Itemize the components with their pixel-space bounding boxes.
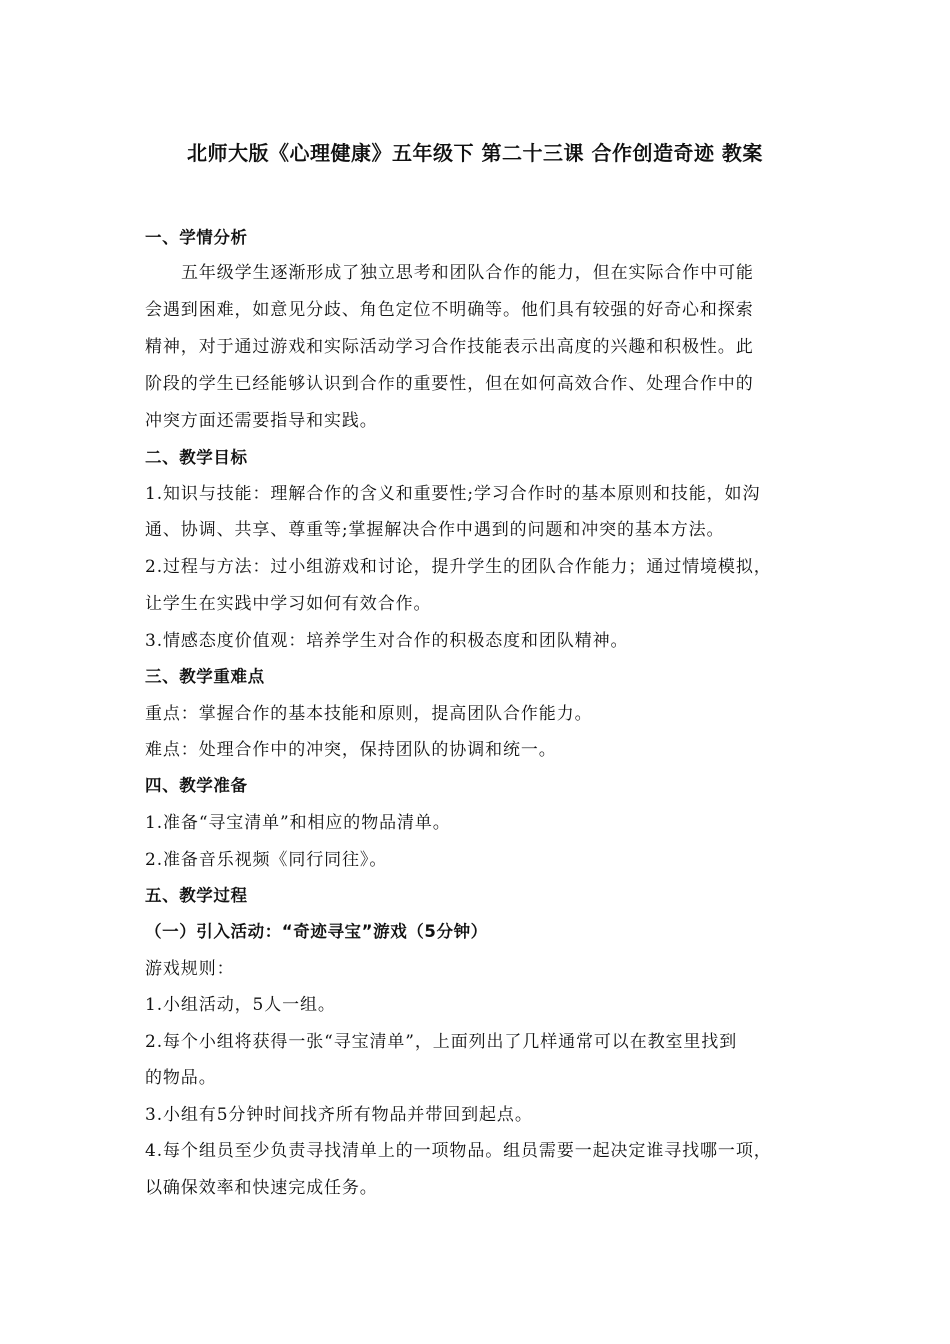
paragraph-line: 1.知识与技能：理解合作的含义和重要性;学习合作时的基本原则和技能，如沟: [145, 484, 761, 504]
paragraph-line: 重点：掌握合作的基本技能和原则，提高团队合作能力。: [145, 704, 593, 724]
section-heading-key-points: 三、教学重难点: [145, 667, 265, 686]
section-heading-objectives: 二、教学目标: [145, 448, 248, 467]
paragraph-line: 的物品。: [145, 1068, 217, 1088]
paragraph-line: 难点：处理合作中的冲突，保持团队的协调和统一。: [145, 740, 557, 760]
paragraph-line: 会遇到困难，如意见分歧、角色定位不明确等。他们具有较强的好奇心和探索: [145, 300, 754, 320]
paragraph-line: 3.情感态度价值观：培养学生对合作的积极态度和团队精神。: [145, 631, 629, 651]
section-heading-analysis: 一、学情分析: [145, 228, 248, 247]
paragraph-line: 3.小组有5分钟时间找齐所有物品并带回到起点。: [145, 1105, 533, 1125]
paragraph-line: 2.每个小组将获得一张“寻宝清单”，上面列出了几样通常可以在教室里找到: [145, 1032, 738, 1052]
paragraph-line: 1.准备“寻宝清单”和相应的物品清单。: [145, 813, 451, 833]
paragraph-line: 游戏规则：: [145, 959, 235, 979]
paragraph-line: 精神，对于通过游戏和实际活动学习合作技能表示出高度的兴趣和积极性。此: [145, 337, 754, 357]
paragraph-line: 4.每个组员至少负责寻找清单上的一项物品。组员需要一起决定谁寻找哪一项，: [145, 1141, 772, 1161]
paragraph-line: 2.过程与方法：过小组游戏和讨论，提升学生的团队合作能力；通过情境模拟，: [145, 557, 772, 577]
paragraph-line: 阶段的学生已经能够认识到合作的重要性，但在如何高效合作、处理合作中的: [145, 374, 754, 394]
subsection-heading-intro-activity: （一）引入活动：“奇迹寻宝”游戏（5分钟）: [145, 922, 488, 941]
section-heading-process: 五、教学过程: [145, 886, 248, 905]
paragraph-line: 2.准备音乐视频《同行同往》。: [145, 850, 388, 870]
document-title: 北师大版《心理健康》五年级下 第二十三课 合作创造奇迹 教案: [187, 141, 763, 165]
paragraph-line: 以确保效率和快速完成任务。: [145, 1178, 378, 1198]
section-heading-preparation: 四、教学准备: [145, 776, 248, 795]
paragraph-line: 让学生在实践中学习如何有效合作。: [145, 594, 432, 614]
paragraph-line: 1.小组活动，5人一组。: [145, 995, 336, 1015]
paragraph-line: 通、协调、共享、尊重等;掌握解决合作中遇到的问题和冲突的基本方法。: [145, 520, 725, 540]
paragraph-line: 五年级学生逐渐形成了独立思考和团队合作的能力，但在实际合作中可能: [181, 263, 754, 283]
paragraph-line: 冲突方面还需要指导和实践。: [145, 411, 378, 431]
